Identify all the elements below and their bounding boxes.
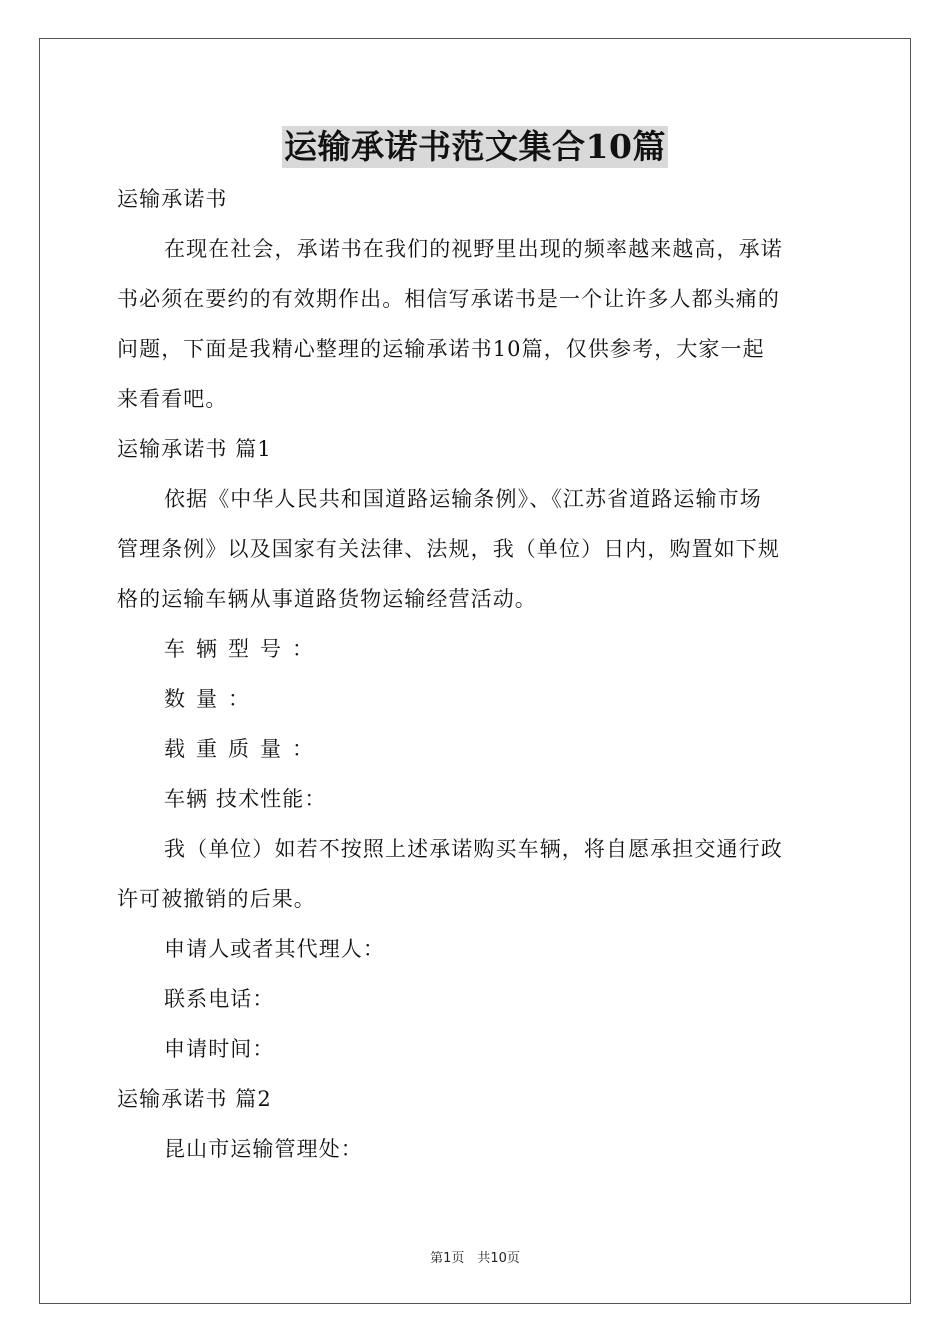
- paragraph-line: 管理条例》以及国家有关法律、法规，我（单位）日内，购置如下规: [117, 537, 780, 561]
- field-applicant: 申请人或者其代理人：: [164, 937, 385, 961]
- paragraph-line: 许可被撤销的后果。: [117, 887, 316, 911]
- section-heading-1: 运输承诺书 篇1: [117, 437, 272, 461]
- title-wrap: [0, 126, 950, 168]
- field-phone: 联系电话：: [164, 987, 275, 1011]
- field-technical-performance: 车辆 技术性能：: [164, 787, 327, 811]
- paragraph-line: 来看看吧。: [117, 387, 228, 411]
- paragraph-line: 问题，下面是我精心整理的运输承诺书10篇，仅供参考，大家一起: [117, 337, 765, 361]
- document-title: 运输承诺书范文集合10篇: [284, 127, 666, 166]
- page-border: [39, 38, 911, 1304]
- paragraph-line: 格的运输车辆从事道路货物运输经营活动。: [117, 587, 537, 611]
- paragraph-line: 在现在社会，承诺书在我们的视野里出现的频率越来越高，承诺: [164, 237, 783, 261]
- paragraph-line: 我（单位）如若不按照上述承诺购买车辆，将自愿承担交通行政: [164, 837, 783, 861]
- page-footer: 第1页 共10页: [430, 1251, 520, 1266]
- field-vehicle-model: 车辆型号：: [164, 637, 324, 661]
- paragraph-line: 依据《中华人民共和国道路运输条例》、《江苏省道路运输市场: [164, 487, 762, 511]
- field-apply-time: 申请时间：: [164, 1037, 275, 1061]
- section-heading-2: 运输承诺书 篇2: [117, 1087, 272, 1111]
- heading-intro: 运输承诺书: [117, 187, 228, 211]
- paragraph-line: 书必须在要约的有效期作出。相信写承诺书是一个让许多人都头痛的: [117, 287, 780, 311]
- field-quantity: 数量：: [164, 687, 260, 711]
- paragraph-line: 昆山市运输管理处：: [164, 1137, 363, 1161]
- field-load-capacity: 载重质量：: [164, 737, 324, 761]
